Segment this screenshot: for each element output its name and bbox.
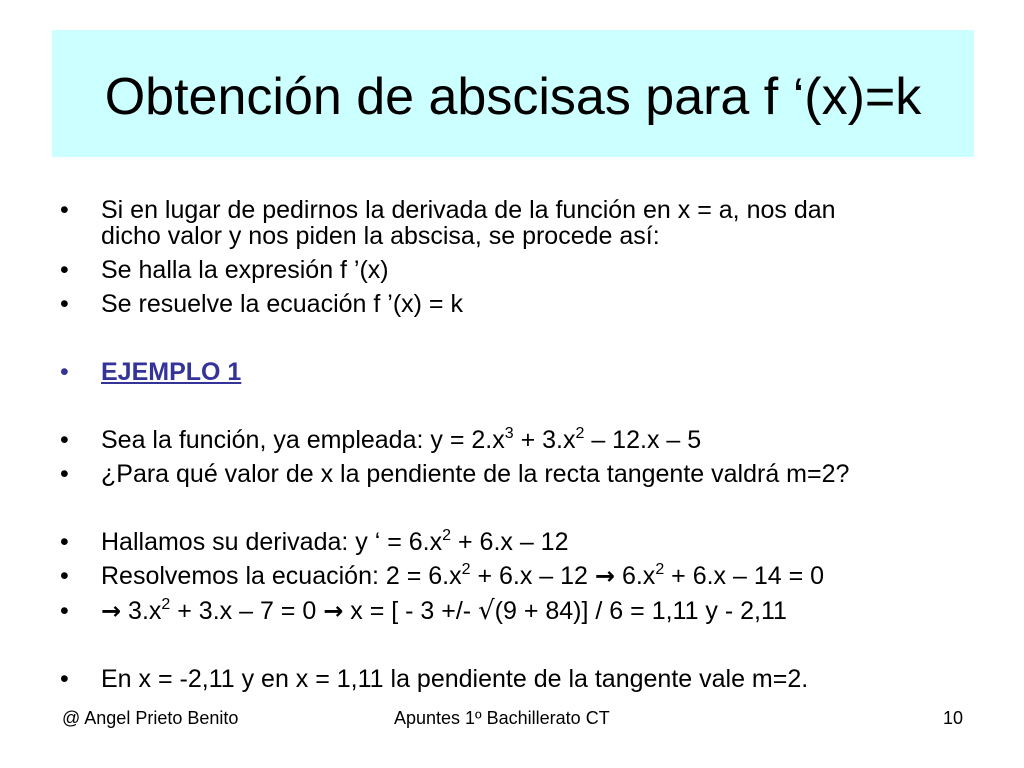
step2-text: Se resuelve la ecuación f ’(x) = k — [101, 290, 463, 318]
question-text: ¿Para qué valor de x la pendiente de la recta tangente valdrá m=2? — [101, 460, 850, 488]
bullet-icon: • — [60, 665, 69, 693]
slide-title: Obtención de abscisas para f ‘(x)=k — [104, 68, 922, 126]
bullet-icon: • — [60, 528, 69, 556]
arrow-right-icon: → — [323, 597, 344, 625]
solution-text — [101, 597, 787, 629]
function-definition — [101, 426, 701, 458]
bullet-icon: • — [60, 460, 69, 488]
equation-text-1: Resolvemos la ecuación: 2 = 6.x — [101, 562, 462, 590]
derivative-text-2: + 6.x – 12 — [451, 528, 569, 556]
superscript: 2 — [161, 596, 171, 613]
solution-text-2: + 3.x – 7 = 0 — [170, 597, 324, 625]
footer-author: @ Angel Prieto Benito — [62, 708, 239, 728]
equation-text-4: + 6.x – 14 = 0 — [664, 562, 825, 590]
superscript: 2 — [442, 527, 452, 544]
equation-text-2: + 6.x – 12 — [470, 562, 595, 590]
bullet-icon: • — [60, 562, 69, 590]
function-text-1: Sea la función, ya empleada: y = 2.x — [101, 426, 505, 454]
conclusion-text: En x = -2,11 y en x = 1,11 la pendiente de la tangente vale m=2. — [101, 665, 809, 693]
example-1-link[interactable]: EJEMPLO 1 — [101, 358, 242, 386]
equation-text — [101, 562, 824, 594]
function-text-3: – 12.x – 5 — [584, 426, 702, 454]
derivative-text-1: Hallamos su derivada: y ‘ = 6.x — [101, 528, 443, 556]
arrow-right-icon: → — [594, 562, 616, 590]
square-root-icon: √ — [478, 596, 495, 626]
bullet-icon: • — [60, 597, 69, 625]
solution-text-1: 3.x — [121, 597, 162, 625]
solution-text-3: x = [ - 3 +/- — [343, 597, 479, 625]
superscript: 3 — [504, 425, 514, 442]
bullet-icon: • — [60, 196, 69, 224]
intro-line-2: dicho valor y nos piden la abscisa, se procede así: — [101, 222, 660, 250]
bullet-icon: • — [60, 290, 69, 318]
function-text-2: + 3.x — [513, 426, 576, 454]
bullet-icon: • — [60, 426, 69, 454]
bullet-icon: • — [60, 358, 69, 386]
solution-text-4: (9 + 84)] / 6 = 1,11 y - 2,11 — [494, 597, 787, 625]
derivative-text — [101, 528, 569, 560]
bullet-icon: • — [60, 256, 69, 284]
intro-line-1: Si en lugar de pedirnos la derivada de la función en x = a, nos dan — [101, 196, 836, 224]
title-banner — [52, 30, 974, 157]
footer-page-number: 10 — [943, 708, 964, 728]
superscript: 2 — [461, 561, 471, 578]
footer-course: Apuntes 1º Bachillerato CT — [394, 708, 610, 728]
superscript: 2 — [575, 425, 585, 442]
superscript: 2 — [655, 561, 665, 578]
step1-text: Se halla la expresión f ’(x) — [101, 256, 389, 284]
arrow-right-icon: → — [101, 597, 122, 625]
equation-text-3: 6.x — [615, 562, 656, 590]
